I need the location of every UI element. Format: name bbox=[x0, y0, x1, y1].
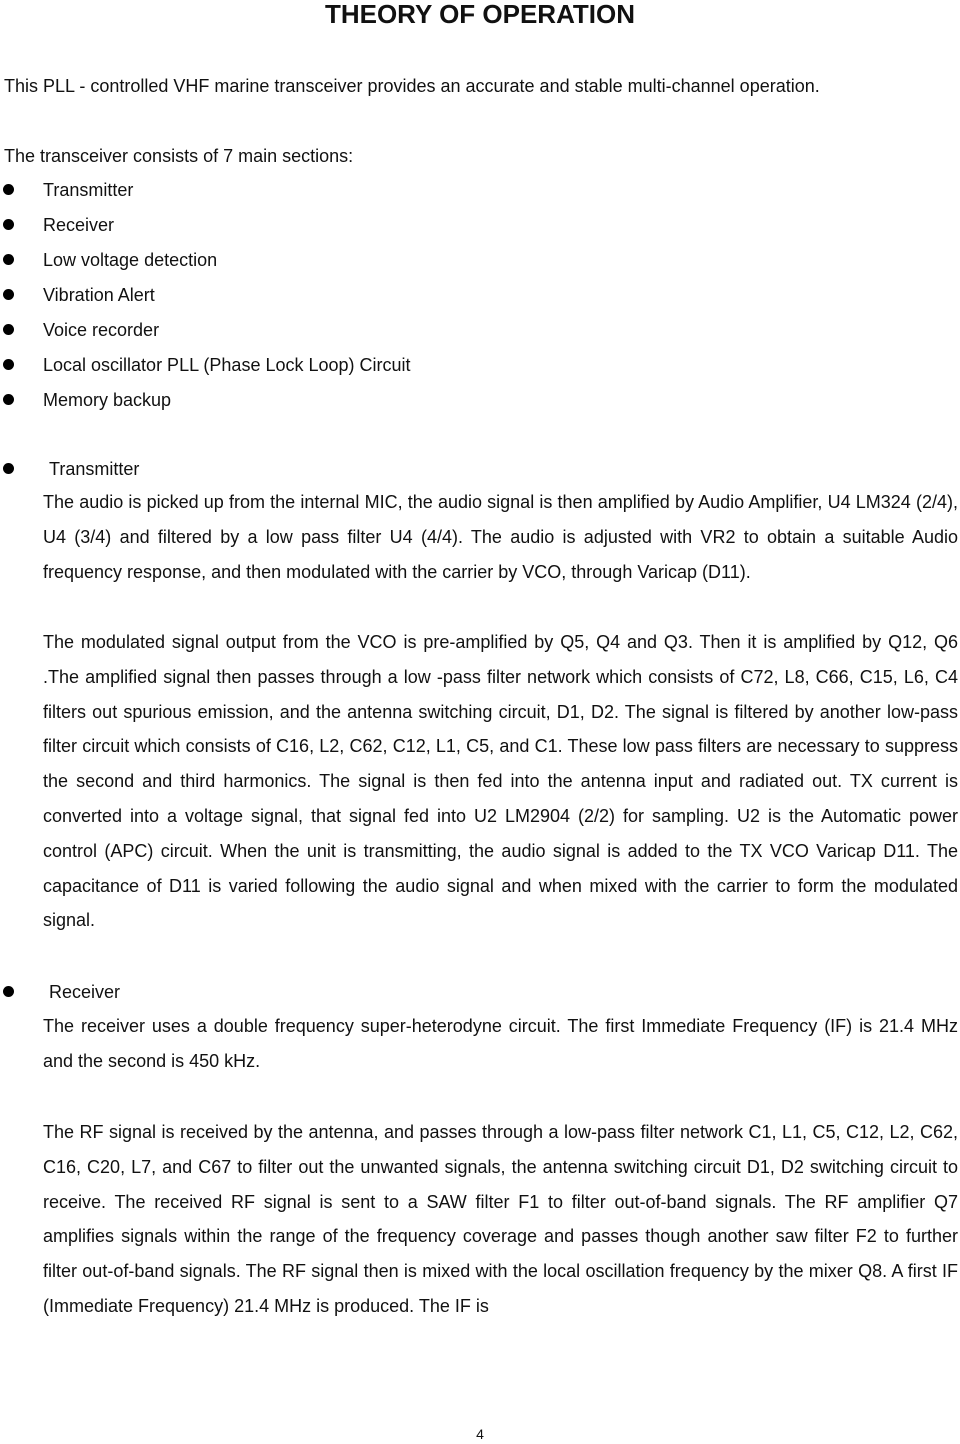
intro-paragraph: This PLL - controlled VHF marine transceiver provides an accurate and stable multi-channel operation. bbox=[4, 76, 820, 96]
list-item bbox=[0, 317, 411, 352]
transmitter-paragraph-1: The audio is picked up from the internal MIC, the audio signal is then amplified by Audio Amplifier, U4 LM324 (2/4), U4 (3/4) and filtered by a low pass filter U4 (4/4). The audio is adjusted with VR2 to obtain a suitable Audio frequency response, and then modulated with the carrier by VCO, through Varicap (D11). bbox=[43, 492, 958, 582]
bullet-icon bbox=[3, 324, 14, 335]
receiver-heading-label: Receiver bbox=[49, 982, 121, 1002]
bullet-icon bbox=[3, 359, 14, 370]
bullet-icon bbox=[3, 463, 14, 474]
list-item bbox=[0, 387, 411, 422]
bullet-icon bbox=[3, 254, 14, 265]
list-item bbox=[0, 212, 411, 247]
list-item bbox=[0, 352, 411, 387]
transmitter-heading-label: Transmitter bbox=[49, 459, 140, 479]
bullet-icon bbox=[3, 289, 14, 300]
page-title: THEORY OF OPERATION bbox=[324, 0, 636, 29]
list-item-label: Local oscillator PLL (Phase Lock Loop) Circuit bbox=[43, 355, 411, 375]
list-item-label: Memory backup bbox=[43, 390, 172, 410]
receiver-paragraph-1: The receiver uses a double frequency super-heterodyne circuit. The first Immediate Frequency (IF) is 21.4 MHz and the second is 450 kHz. bbox=[43, 1016, 958, 1071]
bullet-icon bbox=[3, 184, 14, 195]
list-item-label: Voice recorder bbox=[43, 320, 160, 340]
list-item bbox=[0, 177, 411, 212]
bullet-icon bbox=[3, 394, 14, 405]
sections-intro: The transceiver consists of 7 main sections: bbox=[4, 146, 354, 166]
list-item-label: Vibration Alert bbox=[43, 285, 155, 305]
transmitter-paragraph-2: The modulated signal output from the VCO is pre-amplified by Q5, Q4 and Q3. Then it is amplified by Q12, Q6 .The amplified signal then passes through a low -pass filter network which consists of C72, L8, C66, C15, L6, C4 filters out spurious emission, and the antenna switching circuit, D1, D2. The signal is filtered by another low-pass filter circuit which consists of C16, L2, C62, C12, L1, C5, and C1. These low pass filters are necessary to suppress the second and third harmonics. The signal is then fed into the antenna input and radiated out. TX current is converted into a voltage signal, that signal fed into U2 LM2904 (2/2) for sampling. U2 is the Automatic power control (APC) circuit. When the unit is transmitting, the audio signal is added to the TX VCO Varicap D11. The capacitance of D11 is varied following the audio signal and when mixed with the carrier to form the modulated signal. bbox=[43, 632, 958, 931]
bullet-icon bbox=[3, 986, 14, 997]
list-item bbox=[0, 282, 411, 317]
list-item bbox=[0, 247, 411, 282]
sections-list bbox=[0, 177, 411, 422]
list-item-label: Low voltage detection bbox=[43, 250, 218, 270]
list-item-label: Transmitter bbox=[43, 180, 134, 200]
receiver-paragraph-2: The RF signal is received by the antenna, and passes through a low-pass filter network C1, L1, C5, C12, L2, C62, C16, C20, L7, and C67 to filter out the unwanted signals, the antenna switching circuit D1, D2 switching circuit to receive. The received RF signal is sent to a SAW filter F1 to filter out-of-band signals. The RF amplifier Q7 amplifies signals within the range of the frequency coverage and passes though another saw filter F2 to further filter out-of-band signals. The RF signal then is mixed with the local oscillation frequency by the mixer Q8. A first IF (Immediate Frequency) 21.4 MHz is produced. The IF is bbox=[43, 1122, 958, 1316]
page-number: 4 bbox=[476, 1426, 484, 1442]
bullet-icon bbox=[3, 219, 14, 230]
list-item-label: Receiver bbox=[43, 215, 115, 235]
